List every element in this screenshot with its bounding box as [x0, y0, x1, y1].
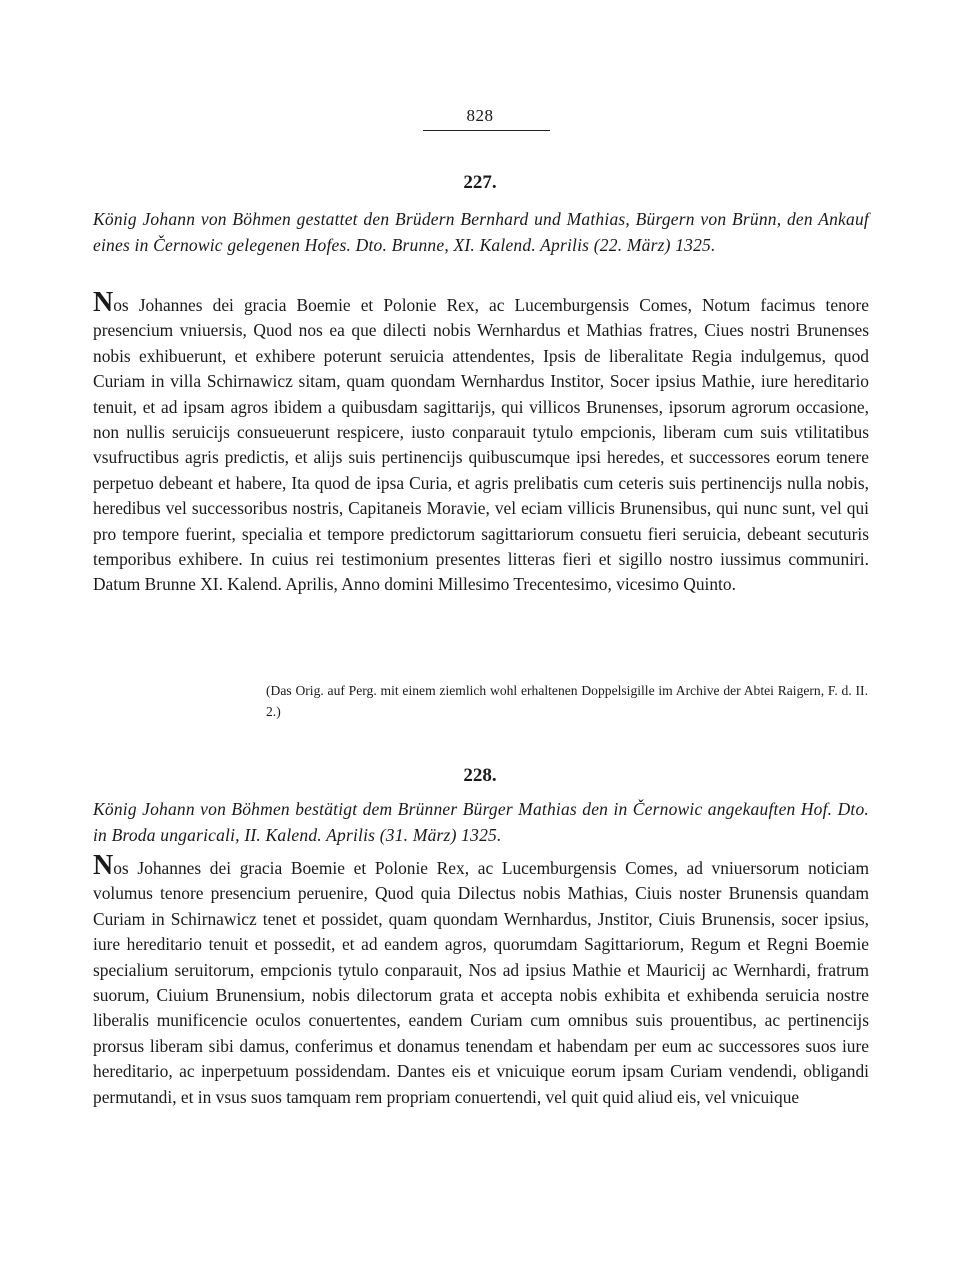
document-heading-227: König Johann von Böhmen gestattet den Brüdern Bernhard und Mathias, Bürgern von Brünn, den Ankauf eines in Černowic gelegenen Hofes. Dto. Brunne, XI. Kalend. Aprilis (22. März) 1325.: [93, 209, 869, 255]
header-rule: [423, 130, 550, 131]
document-heading-228: König Johann von Böhmen bestätigt dem Brünner Bürger Mathias den in Černowic angekauften Hof. Dto. in Broda ungaricali, II. Kalend. Aprilis (31. März) 1325.: [93, 799, 869, 845]
document-body-227: [93, 287, 869, 598]
archival-note-227: (Das Orig. auf Perg. mit einem ziemlich wohl erhaltenen Doppelsigille im Archive der Abtei Raigern, F. d. II. 2.): [266, 683, 868, 719]
page-number: 828: [466, 106, 494, 125]
body-text-228: os Johannes dei gracia Boemie et Polonie Rex, ac Lucemburgensis Comes, ad vniuersorum noticiam volumus tenore presencium peruenire, Quod quia Dilectus nobis Mathias, Ciuis noster Brunensis quandam Curiam in Schirnawicz tenet et possidet, quam quondam Wernhardus, Jnstitor, Ciuis Brunensis, socer ipsius, iure hereditario tenuit et possedit, et ad eandem agros, quorumdam Sagittariorum, Regum et Regni Boemie specialium seruitorum, empcionis tytulo conparauit, Nos ad ipsius Mathie et Mauricij ac Wernhardi, fratrum suorum, Ciuium Brunensium, nobis dilectorum grata et accepta nobis exhibita et exhibenda seruicia nostre liberalis munificencie oculos conuertentes, eandem Curiam cum omnibus suis prouentibus, ac pertinencijs prorsus liberam sibi damus, conferimus et donamus tenendam et habendam per eum ac successores suos iure hereditario, ac inperpetuum possidendam. Dantes eis et vnicuique eorum ipsam Curiam vendendi, obligandi permutandi, et in vsus suos tamquam rem propriam conuertendi, vel quit quid aliud eis, vel vnicuique: [93, 858, 869, 1107]
body-text-227: os Johannes dei gracia Boemie et Polonie Rex, ac Lucemburgensis Comes, Notum facimus tenore presencium vniuersis, Quod nos ea que dilecti nobis Wernhardus et Mathias fratres, Ciues nostri Brunenses nobis exhibuerunt, et exhibere poterunt seruicia attendentes, Ipsis de liberalitate Regia indulgemus, quod Curiam in villa Schirnawicz sitam, quam quondam Wernhardus Institor, Socer ipsius Mathie, iure hereditario tenuit, et ad ipsam agros ibidem a quibusdam sagittarijs, qui villicos Brunenses, ipsorum agrorum occasione, non nullis seruicijs consueuerunt respicere, iusto conparauit tytulo empcionis, liberam cum suis vtilitatibus vsufructibus agris predictis, et alijs suis pertinencijs quibuscumque ipsi heredes, et successores eorum tenere perpetuo debeant et habere, Ita quod de ipsa Curia, et agris prelibatis cum ceteris suis pertinencijs nulla nobis, heredibus vel successoribus nostris, Capitaneis Moravie, vel eciam villicis Brunensibus, qui nunc sunt, vel qui pro tempore fuerint, specialia et tempore predictorum sagittariorum consuetu fieri seruicia, debeant secuturis temporibus exhibere. In cuius rei testimonium presentes litteras fieri et sigillo nostro iussimus communiri. Datum Brunne XI. Kalend. Aprilis, Anno domini Millesimo Trecentesimo, vicesimo Quinto.: [93, 295, 869, 595]
initial-letter-227: N: [93, 287, 114, 318]
document-number-228: 228.: [463, 765, 497, 786]
document-body-228: [93, 850, 869, 1110]
initial-letter-228: N: [93, 850, 114, 881]
document-number-227: 227.: [463, 172, 497, 193]
